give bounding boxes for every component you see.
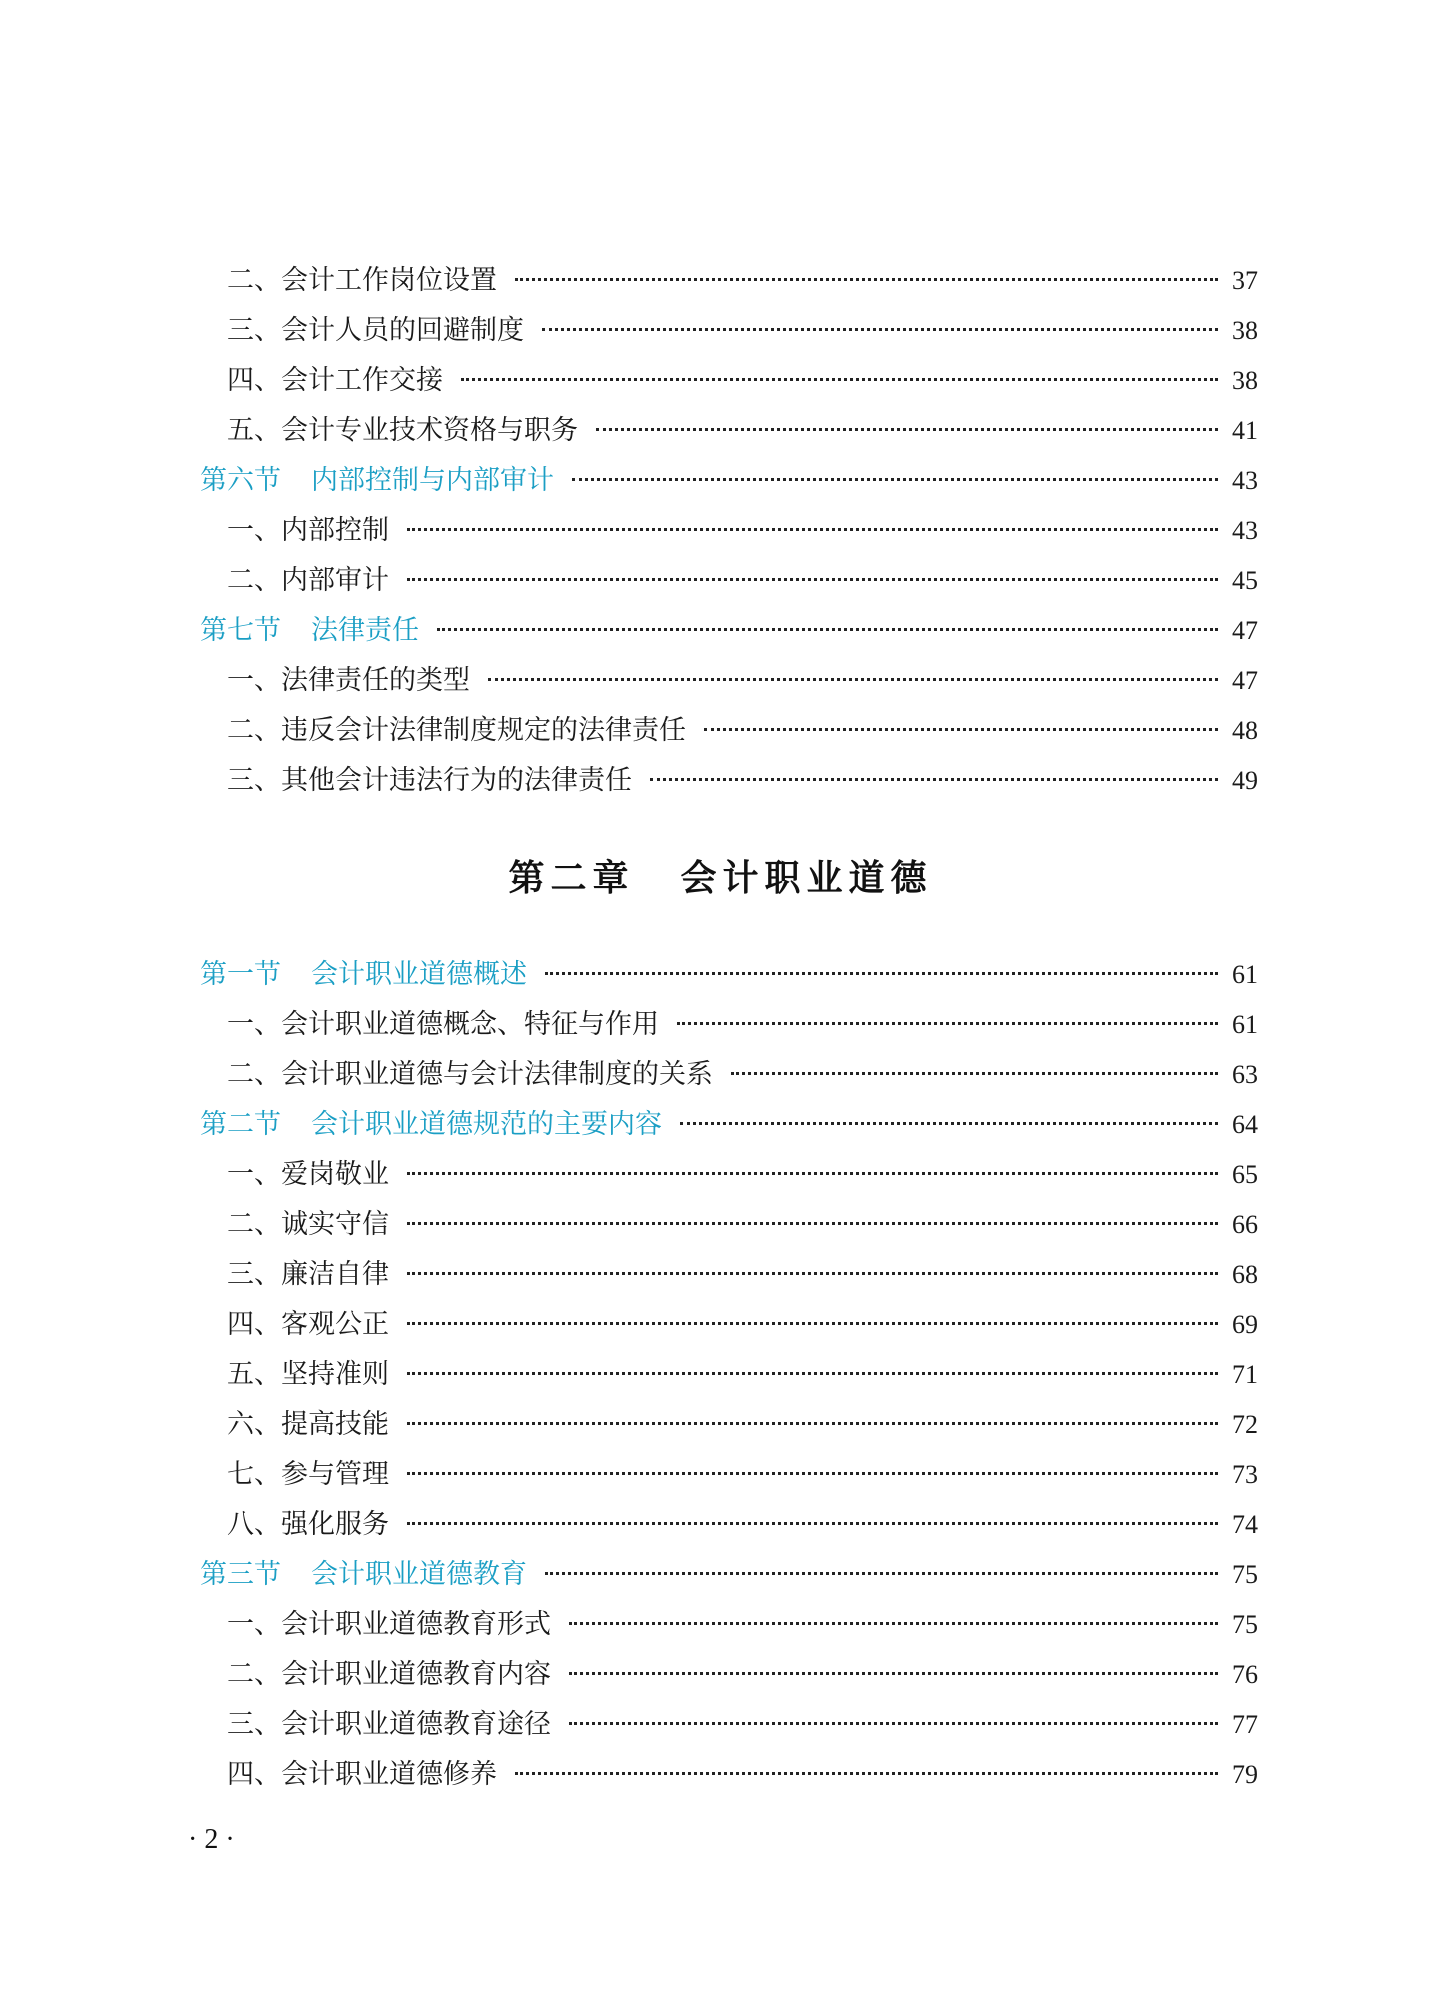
toc-item-entry[interactable]	[200, 1600, 1258, 1650]
entry-title: 一、内部控制	[227, 515, 389, 546]
toc-page-number: 61	[1232, 1010, 1258, 1039]
toc-page-number: 48	[1232, 716, 1258, 745]
entry-title: 五、会计专业技术资格与职务	[227, 415, 578, 446]
toc-entry-label	[200, 456, 554, 506]
dot-leader	[407, 578, 1218, 581]
dot-leader	[704, 728, 1218, 731]
toc-item-entry[interactable]	[200, 1500, 1258, 1550]
toc-page-number: 43	[1232, 466, 1258, 495]
dot-leader	[572, 478, 1218, 481]
entry-title: 三、会计人员的回避制度	[227, 315, 524, 346]
section-number: 第三节	[200, 1559, 281, 1590]
dot-leader	[569, 1622, 1218, 1625]
entry-title: 会计职业道德规范的主要内容	[311, 1109, 662, 1140]
toc-entry-label	[227, 1650, 551, 1700]
toc-entry-label	[227, 256, 497, 306]
entry-title: 一、法律责任的类型	[227, 665, 470, 696]
dot-leader	[407, 1322, 1218, 1325]
toc-item-entry[interactable]	[200, 706, 1258, 756]
toc-page-number: 69	[1232, 1310, 1258, 1339]
toc-page-number: 49	[1232, 766, 1258, 795]
entry-title: 二、会计职业道德与会计法律制度的关系	[227, 1059, 713, 1090]
toc-block-chapter-2	[200, 950, 1258, 1800]
dot-leader	[407, 1272, 1218, 1275]
section-number: 第七节	[200, 615, 281, 646]
toc-item-entry[interactable]	[200, 1650, 1258, 1700]
dot-leader	[569, 1672, 1218, 1675]
dot-leader	[437, 628, 1218, 631]
toc-block-chapter-1-continued	[200, 256, 1258, 806]
toc-entry-label	[200, 1100, 662, 1150]
toc-page-number: 73	[1232, 1460, 1258, 1489]
toc-page-number: 75	[1232, 1610, 1258, 1639]
toc-item-entry[interactable]	[200, 1300, 1258, 1350]
entry-title: 八、强化服务	[227, 1509, 389, 1540]
toc-entry-label	[227, 356, 443, 406]
entry-title: 会计职业道德概述	[311, 959, 527, 990]
dot-leader	[407, 1422, 1218, 1425]
entry-title: 四、会计工作交接	[227, 365, 443, 396]
entry-title: 法律责任	[311, 615, 419, 646]
entry-title: 四、客观公正	[227, 1309, 389, 1340]
dot-leader	[407, 1472, 1218, 1475]
toc-entry-label	[227, 1050, 713, 1100]
section-number: 第二节	[200, 1109, 281, 1140]
toc-entry-label	[227, 1450, 389, 1500]
toc-item-entry[interactable]	[200, 306, 1258, 356]
toc-entry-label	[227, 1400, 389, 1450]
toc-item-entry[interactable]	[200, 406, 1258, 456]
toc-entry-label	[227, 406, 578, 456]
entry-title: 内部控制与内部审计	[311, 465, 554, 496]
toc-entry-label	[227, 1750, 497, 1800]
toc-entry-label	[227, 1150, 389, 1200]
dot-leader	[488, 678, 1218, 681]
toc-entry-label	[227, 506, 389, 556]
toc-item-entry[interactable]	[200, 1400, 1258, 1450]
toc-entry-label	[227, 756, 632, 806]
toc-item-entry[interactable]	[200, 556, 1258, 606]
toc-page-number: 77	[1232, 1710, 1258, 1739]
dot-leader	[731, 1072, 1218, 1075]
entry-title: 四、会计职业道德修养	[227, 1759, 497, 1790]
entry-title: 一、会计职业道德教育形式	[227, 1609, 551, 1640]
entry-title: 二、内部审计	[227, 565, 389, 596]
toc-entry-label	[227, 556, 389, 606]
toc-page-number: 79	[1232, 1760, 1258, 1789]
toc-entry-label	[200, 606, 419, 656]
dot-leader	[515, 1772, 1218, 1775]
chapter-number: 第二章	[508, 858, 635, 899]
toc-page-number: 72	[1232, 1410, 1258, 1439]
dot-leader	[542, 328, 1218, 331]
toc-entry-label	[227, 306, 524, 356]
toc-entry-label	[227, 1600, 551, 1650]
entry-title: 二、会计工作岗位设置	[227, 265, 497, 296]
toc-item-entry[interactable]	[200, 1150, 1258, 1200]
dot-leader	[596, 428, 1218, 431]
toc-page-number: 61	[1232, 960, 1258, 989]
entry-title: 六、提高技能	[227, 1409, 389, 1440]
dot-leader	[407, 1222, 1218, 1225]
section-number: 第六节	[200, 465, 281, 496]
dot-leader	[407, 1522, 1218, 1525]
toc-section-entry[interactable]	[200, 1100, 1258, 1150]
toc-item-entry[interactable]	[200, 1350, 1258, 1400]
toc-page-number: 71	[1232, 1360, 1258, 1389]
toc-page-number: 47	[1232, 666, 1258, 695]
entry-title: 二、会计职业道德教育内容	[227, 1659, 551, 1690]
toc-item-entry[interactable]	[200, 506, 1258, 556]
toc-section-entry[interactable]	[200, 950, 1258, 1000]
toc-page-number: 38	[1232, 316, 1258, 345]
dot-leader	[545, 1572, 1218, 1575]
dot-leader	[650, 778, 1218, 781]
toc-entry-label	[227, 1250, 389, 1300]
entry-title: 五、坚持准则	[227, 1359, 389, 1390]
entry-title: 会计职业道德教育	[311, 1559, 527, 1590]
dot-leader	[515, 278, 1218, 281]
toc-entry-label	[227, 1700, 551, 1750]
toc-item-entry[interactable]	[200, 1750, 1258, 1800]
toc-page-number: 37	[1232, 266, 1258, 295]
entry-title: 一、会计职业道德概念、特征与作用	[227, 1009, 659, 1040]
toc-item-entry[interactable]	[200, 756, 1258, 806]
toc-page-number: 76	[1232, 1660, 1258, 1689]
toc-entry-label	[227, 706, 686, 756]
toc-page-number: 64	[1232, 1110, 1258, 1139]
toc-page-number: 74	[1232, 1510, 1258, 1539]
toc-item-entry[interactable]	[200, 656, 1258, 706]
toc-entry-label	[227, 1350, 389, 1400]
toc-item-entry[interactable]	[200, 1050, 1258, 1100]
toc-entry-label	[200, 1550, 527, 1600]
toc-item-entry[interactable]	[200, 356, 1258, 406]
toc-entry-label	[200, 950, 527, 1000]
toc-section-entry[interactable]	[200, 606, 1258, 656]
toc-page-number: 75	[1232, 1560, 1258, 1589]
dot-leader	[461, 378, 1218, 381]
entry-title: 一、爱岗敬业	[227, 1159, 389, 1190]
toc-entry-label	[227, 1300, 389, 1350]
toc-item-entry[interactable]	[200, 256, 1258, 306]
toc-page-number: 66	[1232, 1210, 1258, 1239]
toc-entry-label	[227, 656, 470, 706]
toc-page-number: 45	[1232, 566, 1258, 595]
toc-item-entry[interactable]	[200, 1250, 1258, 1300]
toc-item-entry[interactable]	[200, 1450, 1258, 1500]
section-number: 第一节	[200, 959, 281, 990]
toc-section-entry[interactable]	[200, 1550, 1258, 1600]
dot-leader	[407, 1372, 1218, 1375]
dot-leader	[680, 1122, 1218, 1125]
toc-page-number: 47	[1232, 616, 1258, 645]
toc-page-number: 43	[1232, 516, 1258, 545]
toc-page-number: 68	[1232, 1260, 1258, 1289]
toc-item-entry[interactable]	[200, 1700, 1258, 1750]
entry-title: 三、会计职业道德教育途径	[227, 1709, 551, 1740]
toc-entry-label	[227, 1200, 389, 1250]
toc-item-entry[interactable]	[200, 1000, 1258, 1050]
toc-entry-label	[227, 1500, 389, 1550]
entry-title: 二、诚实守信	[227, 1209, 389, 1240]
toc-entry-label	[227, 1000, 659, 1050]
dot-leader	[407, 528, 1218, 531]
chapter-title-text: 会计职业道德	[680, 858, 933, 899]
entry-title: 三、廉洁自律	[227, 1259, 389, 1290]
toc-page-number: 63	[1232, 1060, 1258, 1089]
entry-title: 三、其他会计违法行为的法律责任	[227, 765, 632, 796]
toc-item-entry[interactable]	[200, 1200, 1258, 1250]
entry-title: 二、违反会计法律制度规定的法律责任	[227, 715, 686, 746]
chapter-heading	[0, 850, 1441, 901]
dot-leader	[407, 1172, 1218, 1175]
dot-leader	[677, 1022, 1218, 1025]
toc-page-number: 38	[1232, 366, 1258, 395]
toc-page-number: 41	[1232, 416, 1258, 445]
entry-title: 七、参与管理	[227, 1459, 389, 1490]
toc-page-number: 65	[1232, 1160, 1258, 1189]
dot-leader	[569, 1722, 1218, 1725]
page-number-folio: · 2 ·	[188, 1824, 235, 1855]
dot-leader	[545, 972, 1218, 975]
toc-section-entry[interactable]	[200, 456, 1258, 506]
